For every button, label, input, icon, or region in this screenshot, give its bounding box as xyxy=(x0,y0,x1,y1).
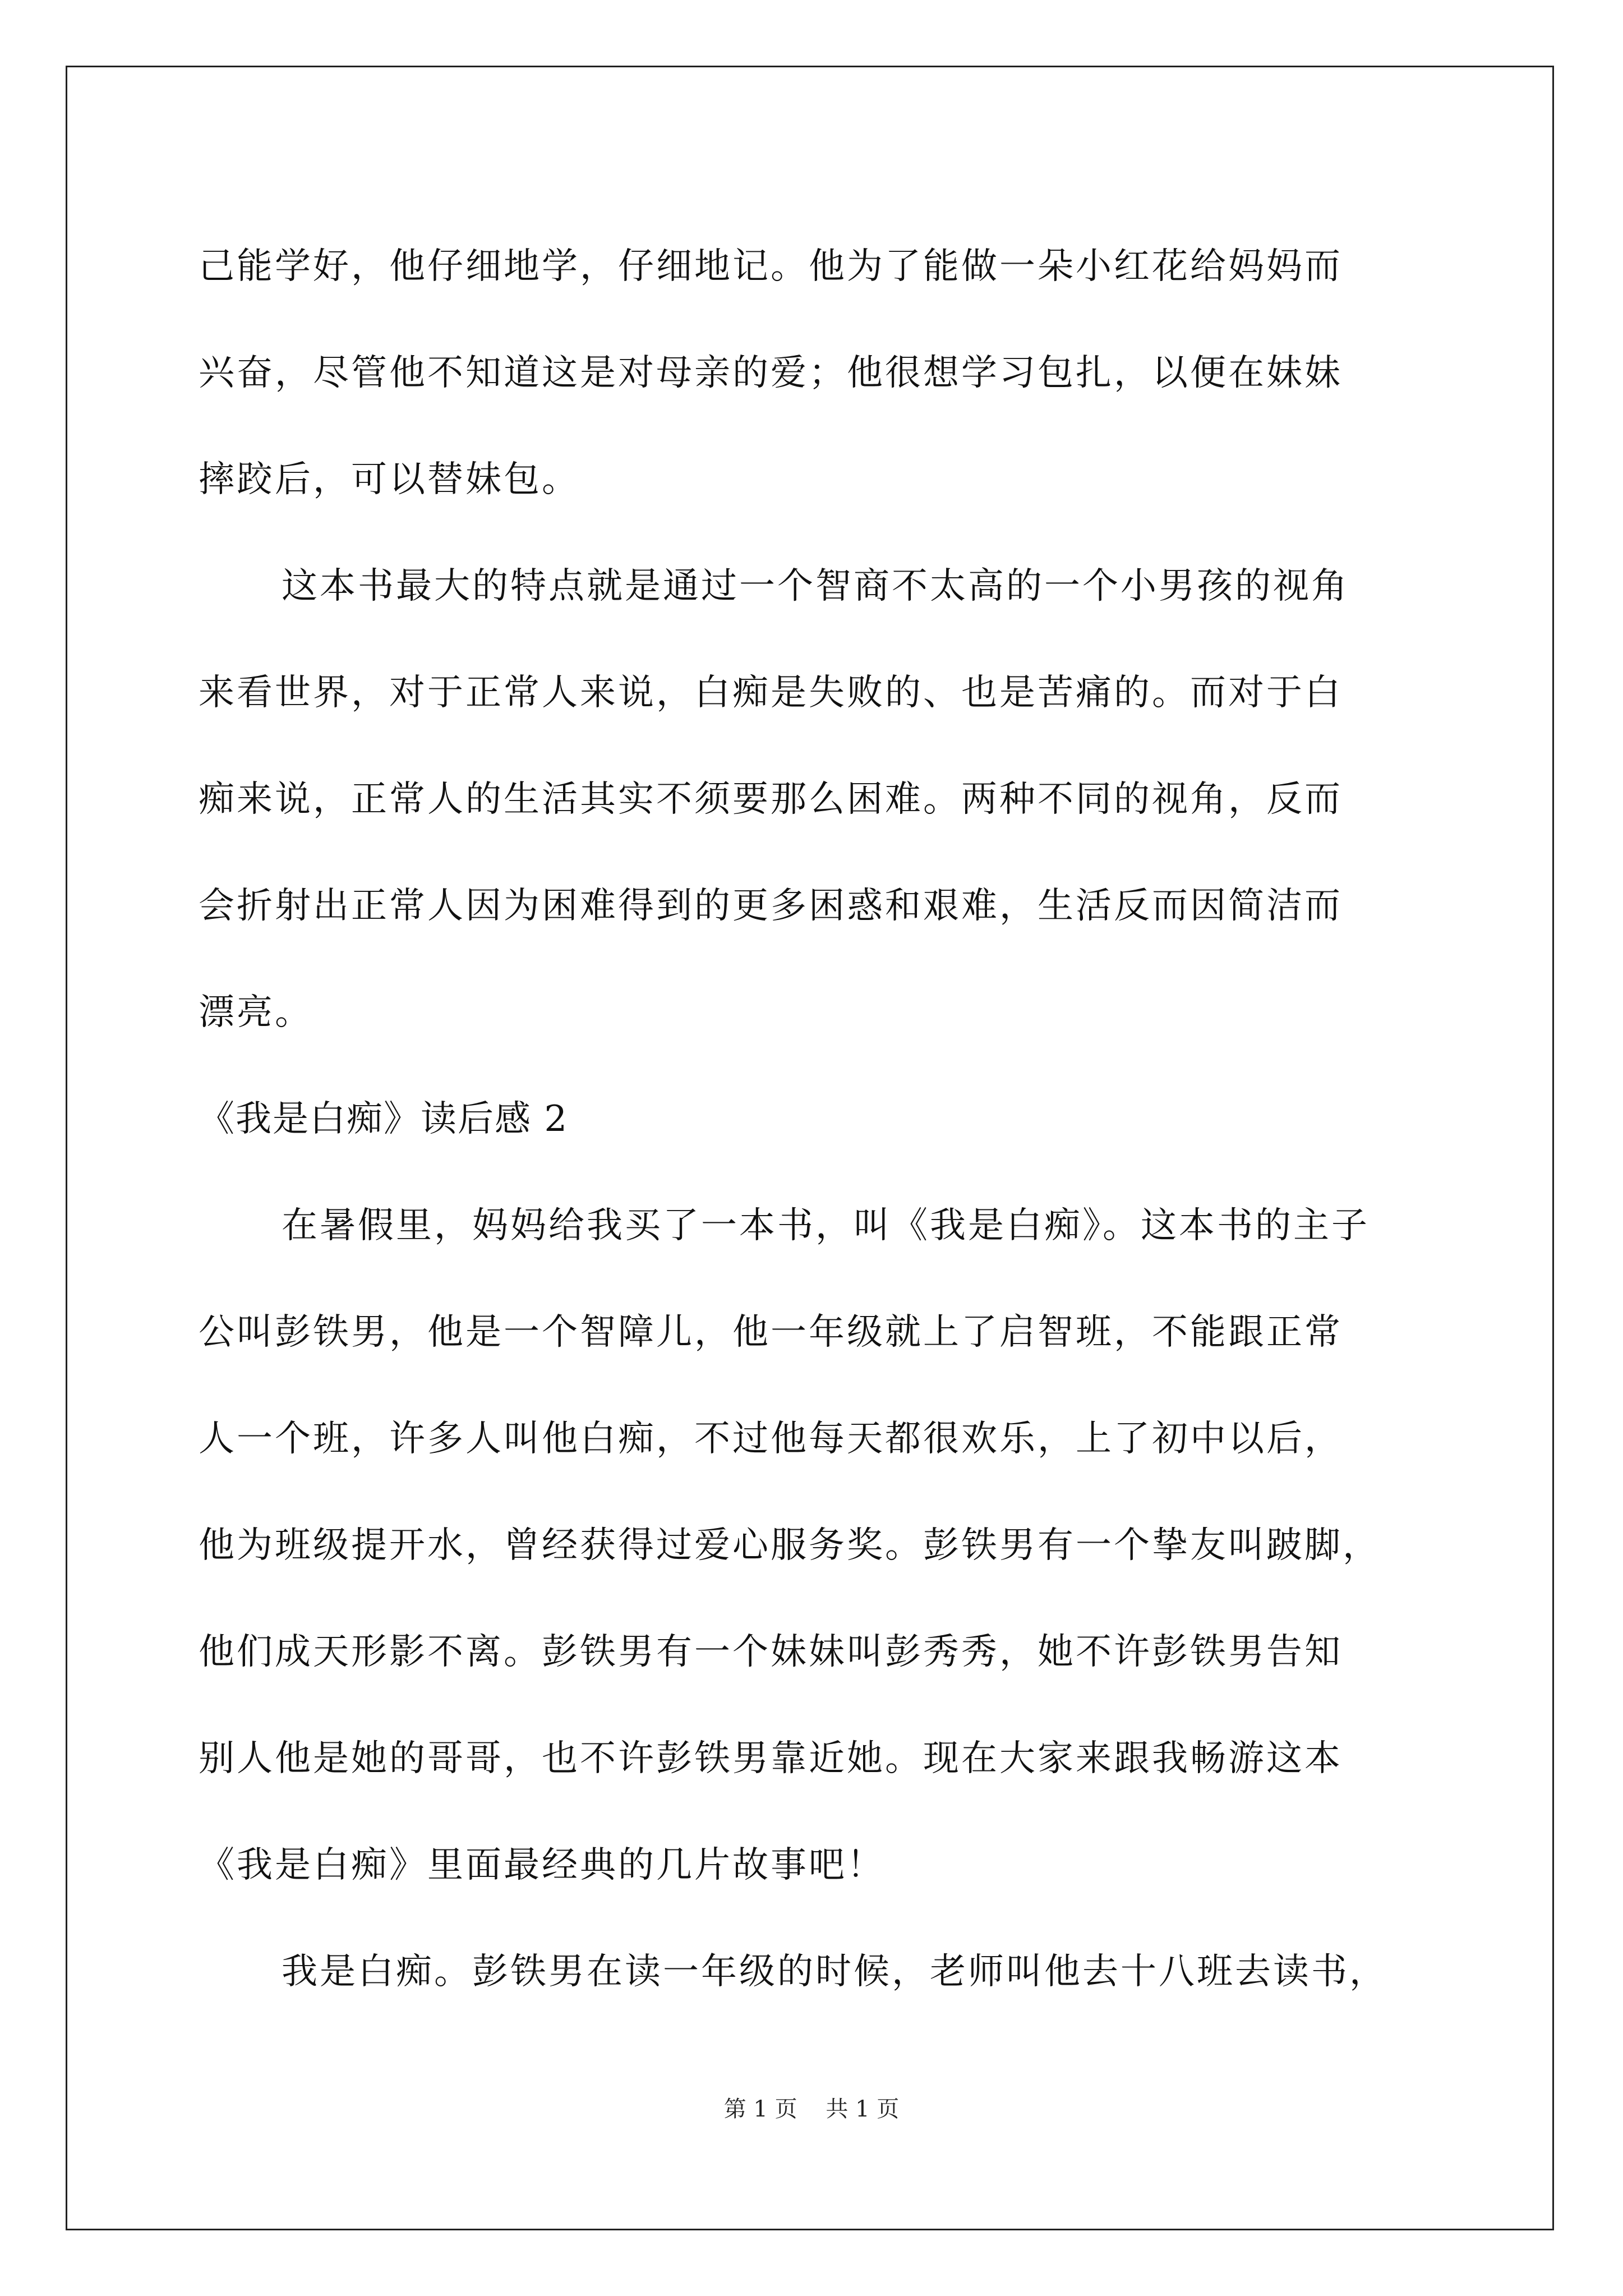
text-line: 他们成天形影不离。彭铁男有一个妹妹叫彭秀秀，她不许彭铁男告知 xyxy=(199,1631,1343,1673)
text-line: 兴奋，尽管他不知道这是对母亲的爱；他很想学习包扎，以便在妹妹 xyxy=(199,352,1343,394)
page-footer: 第 1 页 共 1 页 xyxy=(723,2096,900,2122)
text-line: 我是白痴。彭铁男在读一年级的时候，老师叫他去十八班去读书， xyxy=(282,1951,1387,1993)
document-body xyxy=(199,213,1432,2025)
text-line: 人一个班，许多人叫他白痴，不过他每天都很欢乐，上了初中以后， xyxy=(199,1418,1343,1460)
section-heading: 《我是白痴》读后感 2 xyxy=(199,1098,569,1140)
text-line: 来看世界，对于正常人来说，白痴是失败的、也是苦痛的。而对于白 xyxy=(199,672,1343,714)
text-line: 会折射出正常人因为困难得到的更多困惑和艰难，生活反而因简洁而 xyxy=(199,885,1343,927)
text-line: 这本书最大的特点就是通过一个智商不太高的一个小男孩的视角 xyxy=(282,565,1349,607)
text-line: 漂亮。 xyxy=(199,992,313,1033)
text-line: 在暑假里，妈妈给我买了一本书，叫《我是白痴》。这本书的主子 xyxy=(282,1205,1370,1246)
text-line: 己能学好，他仔细地学，仔细地记。他为了能做一朵小红花给妈妈而 xyxy=(199,246,1343,287)
text-line: 他为班级提开水，曾经获得过爱心服务奖。彭铁男有一个挚友叫跛脚， xyxy=(199,1525,1381,1566)
text-line: 别人他是她的哥哥，也不许彭铁男靠近她。现在大家来跟我畅游这本 xyxy=(199,1738,1343,1779)
text-line: 公叫彭铁男，他是一个智障儿，他一年级就上了启智班，不能跟正常 xyxy=(199,1312,1343,1353)
text-line: 摔跤后，可以替妹包。 xyxy=(199,459,580,500)
text-line: 痴来说，正常人的生活其实不须要那么困难。两种不同的视角，反而 xyxy=(199,779,1343,820)
text-line: 《我是白痴》里面最经典的几片故事吧！ xyxy=(199,1844,885,1886)
